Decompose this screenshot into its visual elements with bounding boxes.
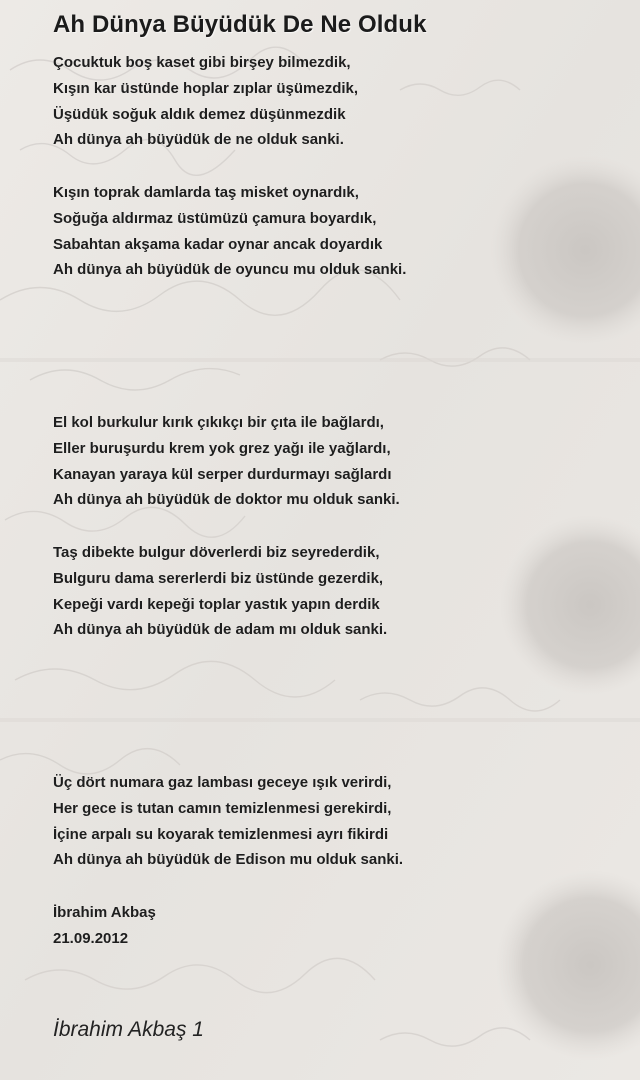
poem-line: Eller buruşurdu krem yok grez yağı ile yağlardı,: [53, 439, 391, 457]
poem-line: İçine arpalı su koyarak temizlenmesi ayrı fikirdi: [53, 825, 389, 843]
poem-stanza-1: [53, 50, 358, 153]
poem-date: 21.09.2012: [53, 929, 129, 947]
poem-title: Ah Dünya Büyüdük De Ne Olduk: [53, 11, 427, 38]
poem-line: Her gece is tutan camın temizlenmesi gerekirdi,: [53, 799, 392, 817]
poem-stanza-5: [53, 770, 403, 873]
poem-line: Kepeği vardı kepeği toplar yastık yapın derdik: [53, 595, 380, 613]
poem-line: Bulguru dama sererlerdi biz üstünde gezerdik,: [53, 569, 384, 587]
poem-line: Taş dibekte bulgur döverlerdi biz seyrederdik,: [53, 544, 380, 561]
poem-line: Üşüdük soğuk aldık demez düşünmezdik: [53, 105, 346, 123]
poem-line: Soğuğa aldırmaz üstümüzü çamura boyardık,: [53, 209, 377, 227]
poem-stanza-3: [53, 410, 400, 513]
poem-line: Üç dört numara gaz lambası geceye ışık verirdi,: [53, 774, 392, 791]
poem-line: Ah dünya ah büyüdük de adam mı olduk sanki.: [53, 621, 388, 639]
poem-line: Kanayan yaraya kül serper durdurmayı sağlardı: [53, 465, 392, 483]
poem-line: Ah dünya ah büyüdük de ne olduk sanki.: [53, 131, 344, 149]
poem-signature: İbrahim Akbaş 1: [53, 1018, 204, 1041]
poem-line: Kışın kar üstünde hoplar zıplar üşümezdik,: [53, 79, 359, 97]
poem-line: El kol burkulur kırık çıkıkçı bir çıta ile bağlardı,: [53, 414, 384, 431]
poem-line: Sabahtan akşama kadar oynar ancak doyardık: [53, 235, 383, 253]
poem-line: Kışın toprak damlarda taş misket oynardık,: [53, 184, 359, 201]
poem-author-name: İbrahim Akbaş: [53, 904, 156, 921]
poem-line: Ah dünya ah büyüdük de Edison mu olduk sanki.: [53, 851, 404, 869]
poem-author-block: [53, 900, 156, 952]
poem-line: Ah dünya ah büyüdük de oyuncu mu olduk sanki.: [53, 261, 407, 279]
poem-stanza-4: [53, 540, 387, 643]
poem-stanza-2: [53, 180, 406, 283]
poem-line: Ah dünya ah büyüdük de doktor mu olduk sanki.: [53, 491, 400, 509]
poem-line: Çocuktuk boş kaset gibi birşey bilmezdik,: [53, 54, 351, 71]
